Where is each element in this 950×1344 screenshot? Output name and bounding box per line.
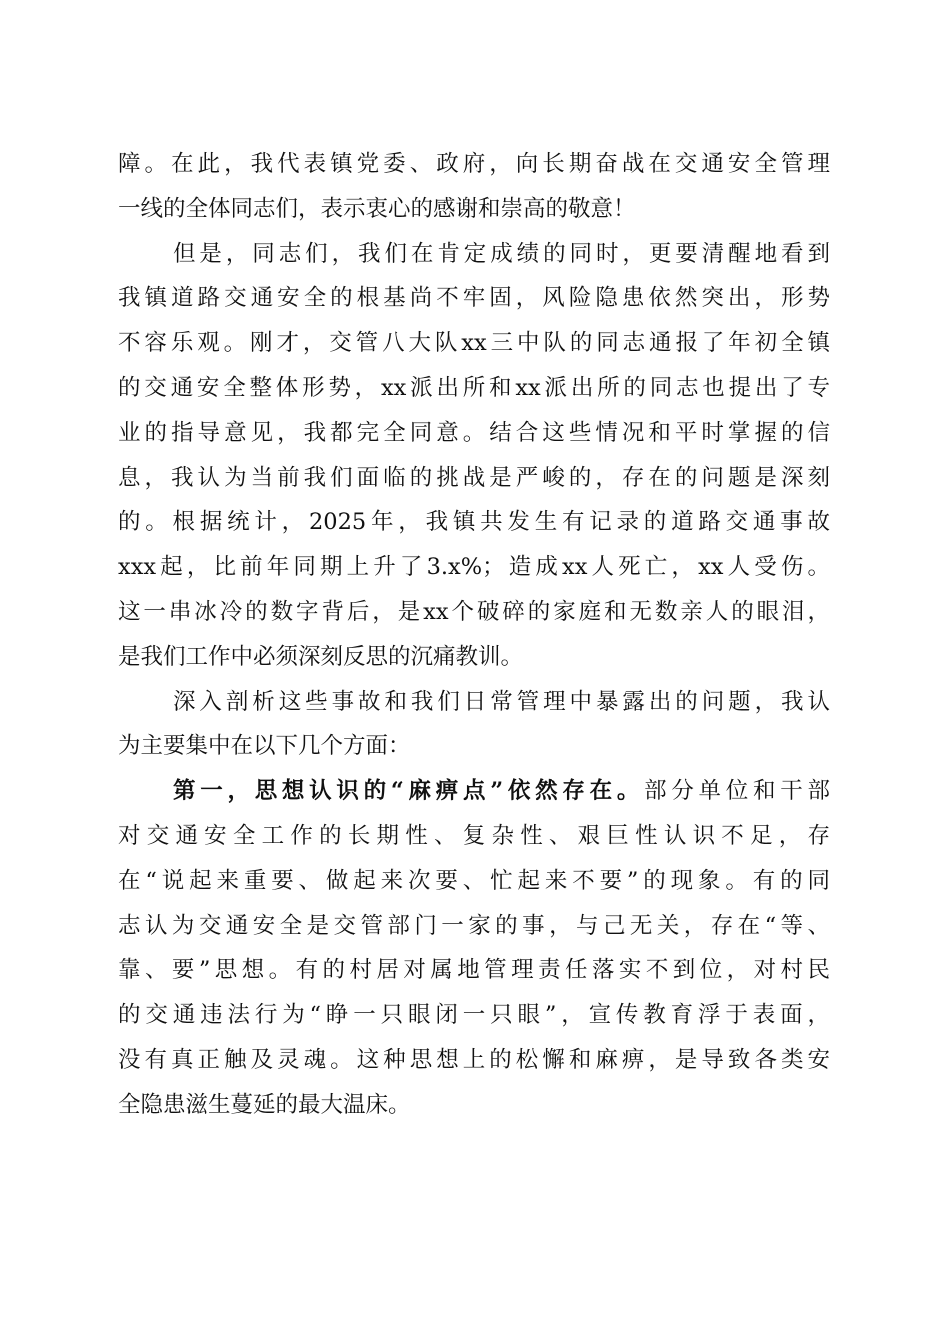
text-line: 对交通安全工作的长期性、复杂性、艰巨性认识不足，存 xyxy=(118,822,830,849)
text-line: 的交通违法行为“睁一只眼闭一只眼”，宣传教育浮于表面， xyxy=(118,1002,830,1029)
text-line: 深入剖析这些事故和我们日常管理中暴露出的问题，我认 xyxy=(173,688,830,715)
document-page xyxy=(118,142,830,1128)
text-line: 全隐患滋生蔓延的最大温床。 xyxy=(118,1091,411,1118)
text-line: 不容乐观。刚才，交管八大队xx三中队的同志通报了年初全镇 xyxy=(118,330,830,357)
text-line: 但是，同志们，我们在肯定成绩的同时，更要清醒地看到 xyxy=(173,240,830,267)
text-line: 一线的全体同志们，表示衷心的感谢和崇高的敬意！ xyxy=(118,195,636,222)
paragraph-1 xyxy=(118,142,830,232)
text-line: 障。在此，我代表镇党委、政府，向长期奋战在交通安全管理 xyxy=(118,151,830,177)
text-run: 部分单位和干部 xyxy=(644,778,830,805)
text-line: 在“说起来重要、做起来次要、忙起来不要”的现象。有的同 xyxy=(118,867,830,894)
text-line: 的。根据统计，2025年，我镇共发生有记录的道路交通事故 xyxy=(118,509,830,536)
text-line: 我镇道路交通安全的根基尚不牢固，风险隐患依然突出，形势 xyxy=(118,285,830,312)
text-line: 靠、要”思想。有的村居对属地管理责任落实不到位，对村民 xyxy=(118,957,830,984)
text-line: xxx起，比前年同期上升了3.x%；造成xx人死亡，xx人受伤。 xyxy=(118,554,830,581)
text-line: 为主要集中在以下几个方面： xyxy=(118,733,411,760)
text-line: 没有真正触及灵魂。这种思想上的松懈和麻痹，是导致各类安 xyxy=(118,1046,830,1073)
text-line xyxy=(118,769,830,814)
text-line: 的交通安全整体形势，xx派出所和xx派出所的同志也提出了专 xyxy=(118,374,830,401)
paragraph-3 xyxy=(118,680,830,770)
text-line: 志认为交通安全是交管部门一家的事，与己无关，存在“等、 xyxy=(118,912,830,939)
text-line: 息，我认为当前我们面临的挑战是严峻的，存在的问题是深刻 xyxy=(118,464,830,491)
text-line: 这一串冰冷的数字背后，是xx个破碎的家庭和无数亲人的眼泪， xyxy=(118,598,830,625)
text-line: 业的指导意见，我都完全同意。结合这些情况和平时掌握的信 xyxy=(118,419,830,446)
paragraph-4 xyxy=(118,769,830,1127)
section-lead-heading: 第一，思想认识的“麻痹点”依然存在。 xyxy=(173,778,645,805)
paragraph-2 xyxy=(118,232,830,680)
text-line: 是我们工作中必须深刻反思的沉痛教训。 xyxy=(118,643,524,670)
